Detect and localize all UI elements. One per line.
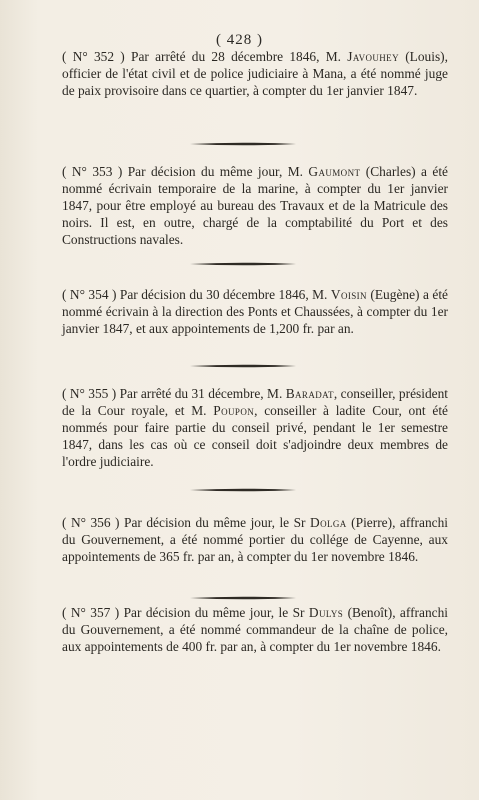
entry-353-text: [62, 163, 448, 248]
entry-357: [62, 604, 448, 655]
entry-357-name: Dulys: [308, 605, 344, 620]
entry-355-mid: , conseiller, président de la Cour royale, et M.: [62, 386, 448, 418]
entry-352-post: (Louis), officier de l'état civil et de police judiciaire à Mana, a été nommé juge de paix provisoire dans ce quartier, à compter du 1er janvier 1847.: [62, 49, 448, 98]
entry-355-pre: ( N° 355 ) Par arrêté du 31 décembre, M.: [62, 386, 286, 401]
page-number: ( 428 ): [216, 32, 263, 48]
entry-356-text: [62, 514, 448, 565]
entry-353: [62, 163, 448, 248]
entry-356: [62, 514, 448, 565]
entry-354-text: [62, 286, 448, 337]
entry-354-name: Voisin: [330, 287, 367, 302]
entry-352-pre: ( N° 352 ) Par arrêté du 28 décembre 1846, M.: [62, 49, 348, 64]
entry-352-text: [62, 48, 448, 99]
separator-ornament: [190, 260, 296, 268]
separator-rule: [190, 362, 296, 370]
entry-353-name: Gaumont: [308, 164, 361, 179]
separator-ornament: [190, 594, 296, 602]
entry-353-pre: ( N° 353 ) Par décision du même jour, M.: [62, 164, 309, 179]
entry-355: [62, 385, 448, 470]
separator-ornament: [190, 362, 296, 370]
entry-357-text: [62, 604, 448, 655]
entry-357-pre: ( N° 357 ) Par décision du même jour, le Sr: [62, 605, 309, 620]
entry-356-pre: ( N° 356 ) Par décision du même jour, le Sr: [62, 515, 311, 530]
entry-352: [62, 48, 448, 99]
separator-rule: [190, 140, 296, 148]
entry-356-post: (Pierre), affranchi du Gouvernement, a été nommé portier du collége de Cayenne, aux appointements de 365 fr. par an, à compter du 1er novembre 1846.: [62, 515, 448, 564]
entry-353-post: (Charles) a été nommé écrivain temporaire de la marine, à compter du 1er janvier 1847, pour être employé au bureau des Travaux et de la Matricule des noirs. Il est, en outre, chargé de la comptabilité du Port et des Constructions navales.: [62, 164, 448, 247]
entry-352-name: Javouhey: [347, 49, 399, 64]
entry-356-name: Dolga: [310, 515, 347, 530]
entry-354: [62, 286, 448, 337]
separator-rule: [190, 486, 296, 494]
entry-355-post: , conseiller à ladite Cour, ont été nommés pour faire partie du conseil privé, pendant le 1er semestre 1847, dans les cas où ce conseil doit s'adjoindre deux membres de l'ordre judiciaire.: [62, 403, 448, 469]
separator-rule: [190, 594, 296, 602]
entry-357-post: (Benoît), affranchi du Gouvernement, a été nommé commandeur de la chaîne de police, aux appointements de 400 fr. par an, à compter du 1er novembre 1846.: [62, 605, 449, 654]
separator-ornament: [190, 140, 296, 148]
entry-355-name: Baradat: [285, 386, 334, 401]
separator-ornament: [190, 486, 296, 494]
entry-355-name2: Poupon: [213, 403, 255, 418]
entry-355-text: [62, 385, 448, 470]
entry-354-pre: ( N° 354 ) Par décision du 30 décembre 1846, M.: [62, 287, 331, 302]
separator-rule: [190, 260, 296, 268]
entry-354-post: (Eugène) a été nommé écrivain à la direction des Ponts et Chaussées, à compter du 1er janvier 1847, et aux appointements de 1,200 fr. par an.: [62, 287, 448, 336]
